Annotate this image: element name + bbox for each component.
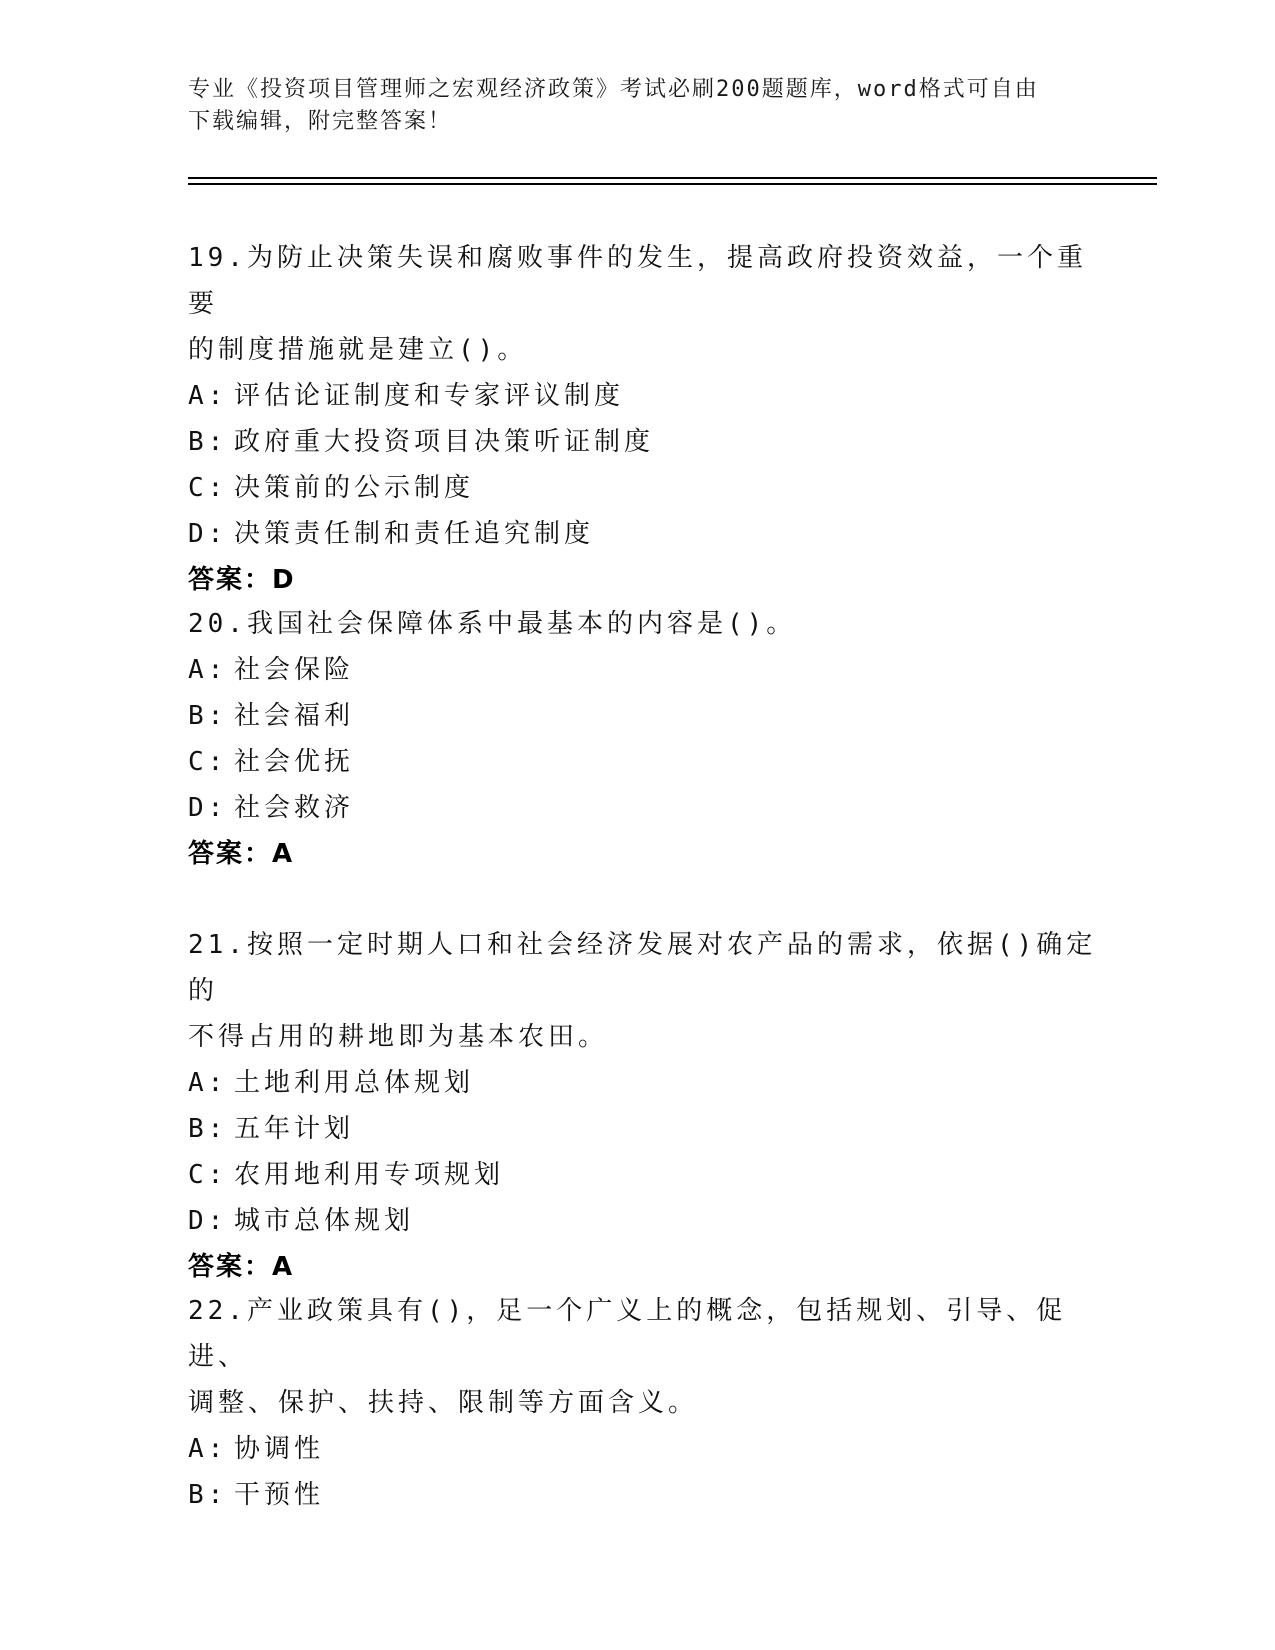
option-text: 评估论证制度和专家评议制度 bbox=[234, 381, 625, 411]
option-letter: B: bbox=[188, 1480, 228, 1510]
option-text: 决策责任制和责任追究制度 bbox=[234, 519, 595, 549]
option-text: 协调性 bbox=[234, 1434, 325, 1464]
question-20 bbox=[188, 601, 1108, 877]
option-text: 社会优抚 bbox=[234, 747, 355, 777]
option-letter: A: bbox=[188, 655, 228, 685]
question-19 bbox=[188, 235, 1108, 603]
option-b bbox=[188, 1106, 1108, 1152]
option-text: 社会福利 bbox=[234, 701, 355, 731]
option-b bbox=[188, 693, 1108, 739]
answer-label: 答案：D bbox=[188, 565, 296, 595]
option-text: 农用地利用专项规划 bbox=[234, 1160, 505, 1190]
option-c bbox=[188, 465, 1108, 511]
answer-label: 答案：A bbox=[188, 839, 295, 869]
option-a bbox=[188, 1426, 1108, 1472]
option-text: 政府重大投资项目决策听证制度 bbox=[234, 427, 655, 457]
header-line-1: 专业《投资项目管理师之宏观经济政策》考试必刷200题题库，word格式可自由 bbox=[188, 77, 1039, 102]
option-letter: C: bbox=[188, 747, 228, 777]
header-line-2: 下载编辑，附完整答案！ bbox=[188, 109, 453, 134]
option-text: 干预性 bbox=[234, 1480, 325, 1510]
option-letter: A: bbox=[188, 381, 228, 411]
option-a bbox=[188, 373, 1108, 419]
option-b bbox=[188, 1472, 1108, 1518]
option-d bbox=[188, 511, 1108, 557]
question-stem-line: 的制度措施就是建立()。 bbox=[188, 335, 528, 365]
question-22 bbox=[188, 1288, 1108, 1518]
option-d bbox=[188, 1198, 1108, 1244]
option-letter: A: bbox=[188, 1068, 228, 1098]
question-stem-line: 22.产业政策具有()，足一个广义上的概念，包括规划、引导、促进、 bbox=[188, 1296, 1067, 1372]
question-stem-line: 19.为防止决策失误和腐败事件的发生，提高政府投资效益，一个重要 bbox=[188, 243, 1087, 319]
option-letter: D: bbox=[188, 1206, 228, 1236]
option-letter: D: bbox=[188, 793, 228, 823]
header-divider-top bbox=[188, 177, 1157, 179]
question-stem-line: 调整、保护、扶持、限制等方面含义。 bbox=[188, 1388, 699, 1418]
question-stem-line: 21.按照一定时期人口和社会经济发展对农产品的需求，依据()确定的 bbox=[188, 930, 1097, 1006]
answer-label: 答案：A bbox=[188, 1252, 295, 1282]
option-text: 社会保险 bbox=[234, 655, 355, 685]
document-header bbox=[188, 74, 1088, 138]
option-text: 城市总体规划 bbox=[234, 1206, 415, 1236]
option-letter: D: bbox=[188, 519, 228, 549]
option-a bbox=[188, 1060, 1108, 1106]
option-a bbox=[188, 647, 1108, 693]
option-letter: C: bbox=[188, 1160, 228, 1190]
option-letter: C: bbox=[188, 473, 228, 503]
option-text: 决策前的公示制度 bbox=[234, 473, 475, 503]
option-letter: B: bbox=[188, 427, 228, 457]
option-letter: B: bbox=[188, 701, 228, 731]
question-21 bbox=[188, 922, 1108, 1290]
option-d bbox=[188, 785, 1108, 831]
option-text: 土地利用总体规划 bbox=[234, 1068, 475, 1098]
option-b bbox=[188, 419, 1108, 465]
option-text: 五年计划 bbox=[234, 1114, 355, 1144]
header-divider-bottom bbox=[188, 183, 1157, 185]
question-stem-line: 20.我国社会保障体系中最基本的内容是()。 bbox=[188, 609, 797, 639]
question-stem-line: 不得占用的耕地即为基本农田。 bbox=[188, 1022, 609, 1052]
option-letter: A: bbox=[188, 1434, 228, 1464]
option-text: 社会救济 bbox=[234, 793, 355, 823]
option-letter: B: bbox=[188, 1114, 228, 1144]
option-c bbox=[188, 739, 1108, 785]
option-c bbox=[188, 1152, 1108, 1198]
